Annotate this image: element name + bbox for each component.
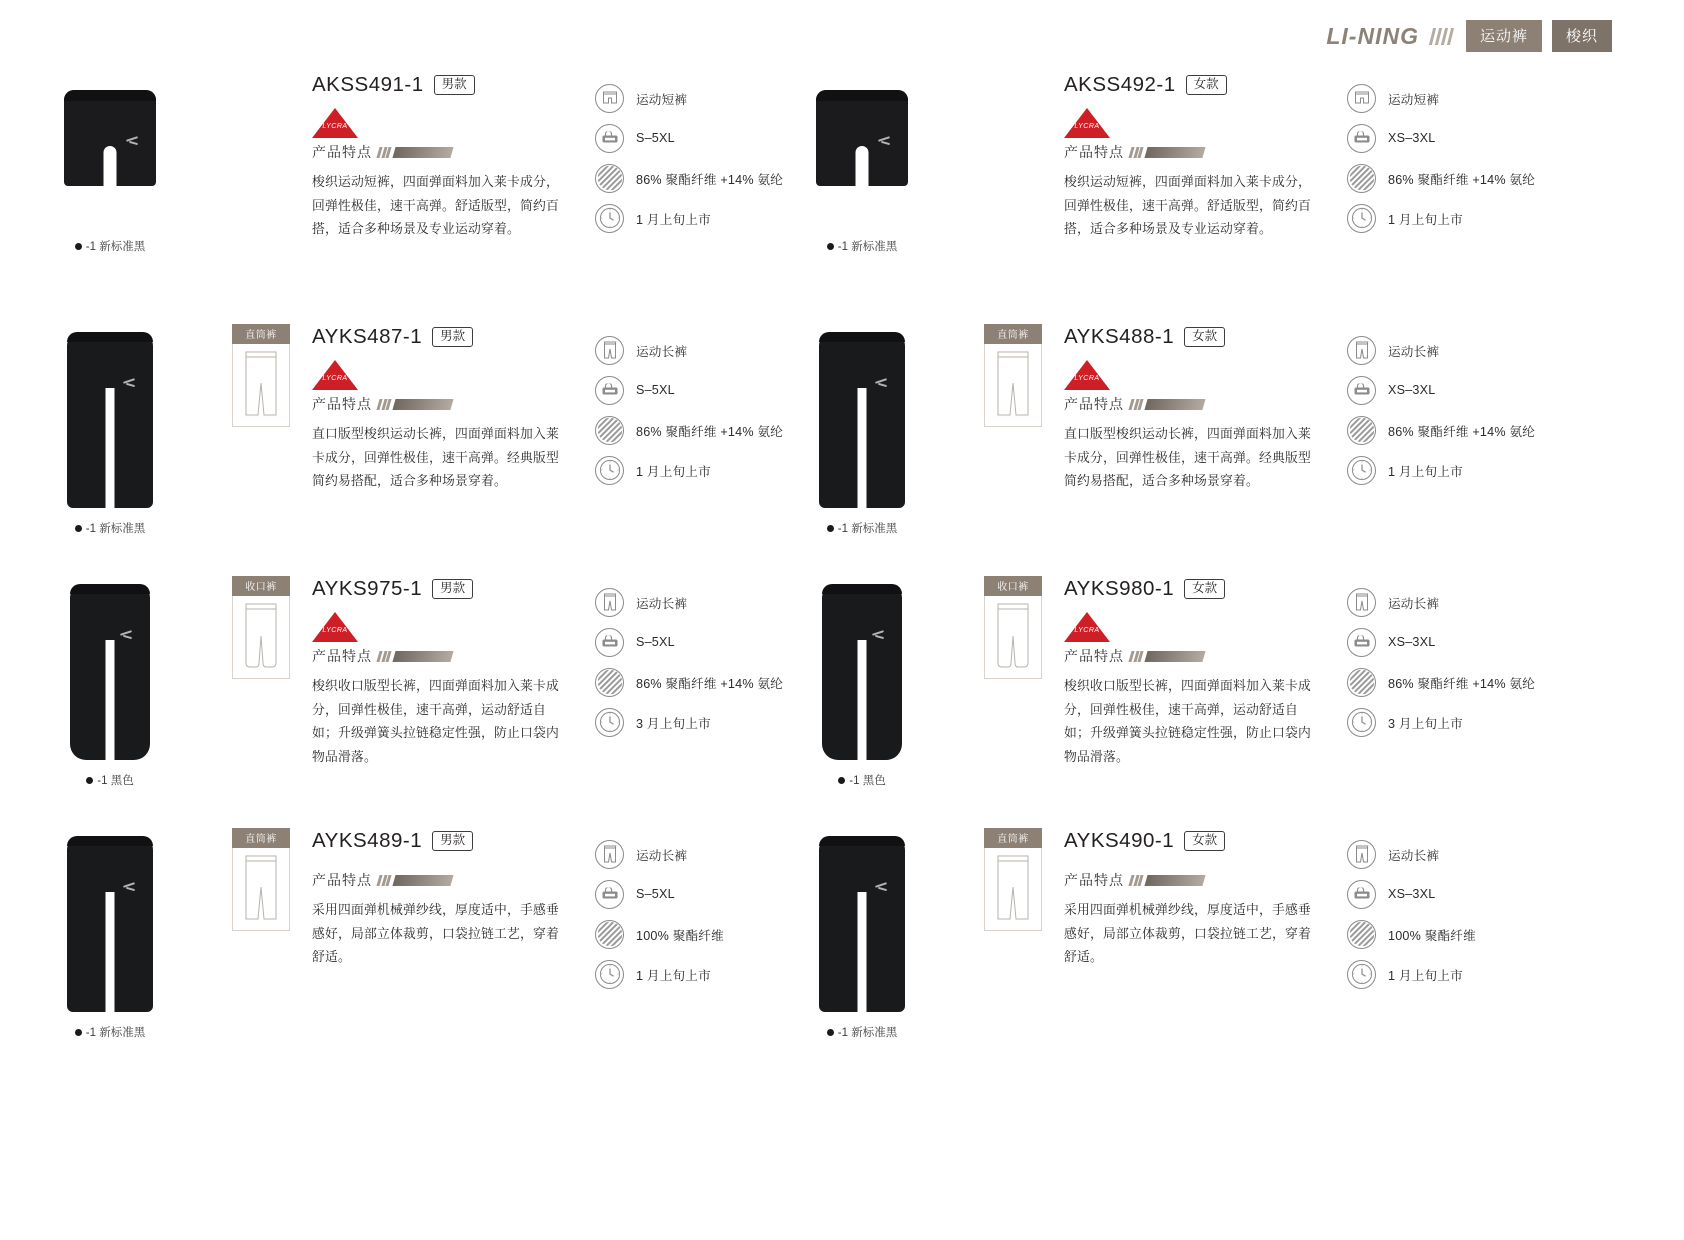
feature-heading bbox=[312, 646, 562, 666]
fit-type-label: 直筒裤 bbox=[984, 324, 1042, 344]
colorway-text: -1 新标准黑 bbox=[837, 523, 898, 535]
feature-title: 产品特点 bbox=[1064, 144, 1124, 160]
clock-icon bbox=[595, 204, 624, 233]
clock-icon bbox=[595, 960, 624, 989]
spec-text: 86% 聚酯纤维 +14% 氨纶 bbox=[636, 676, 784, 691]
garment-pants bbox=[819, 836, 905, 1012]
gender-badge: 女款 bbox=[1184, 579, 1225, 599]
lycra-badge-icon bbox=[1064, 360, 1110, 390]
product-description: 直口版型梭织运动长裤，四面弹面料加入莱卡成分，回弹性极佳，速干高弹。经典版型简约易搭配，适合多种场景穿着。 bbox=[312, 426, 559, 489]
feature-title: 产品特点 bbox=[1064, 396, 1124, 412]
colorway-text: -1 新标准黑 bbox=[85, 523, 146, 535]
product-description: 采用四面弹机械弹纱线，厚度适中，手感垂感好，局部立体裁剪，口袋拉链工艺，穿着舒适。 bbox=[312, 902, 559, 965]
spec-text: 运动短裤 bbox=[1388, 92, 1440, 107]
feature-title: 产品特点 bbox=[1064, 648, 1124, 664]
feature-title: 产品特点 bbox=[312, 872, 372, 888]
product-code: AYKS490-1 bbox=[1064, 829, 1175, 852]
spec-row bbox=[1347, 78, 1557, 118]
feature-heading bbox=[312, 394, 562, 414]
feature-title: 产品特点 bbox=[312, 648, 372, 664]
color-swatch-icon bbox=[75, 1029, 82, 1036]
feature-decoration-icon bbox=[1130, 147, 1204, 158]
product-code: AKSS491-1 bbox=[312, 73, 424, 96]
header-category-tag: 运动裤 bbox=[1466, 20, 1542, 52]
product-code-row bbox=[1064, 72, 1314, 98]
colorway-label bbox=[772, 772, 952, 788]
fit-type-illustration bbox=[232, 344, 290, 427]
product-photo bbox=[772, 324, 952, 514]
product-text-column bbox=[312, 576, 562, 769]
gender-badge: 男款 bbox=[432, 831, 473, 851]
product-photo bbox=[772, 72, 952, 232]
feature-decoration-icon bbox=[1130, 399, 1204, 410]
product-description: 梭织运动短裤，四面弹面料加入莱卡成分，回弹性极佳，速干高弹。舒适版型，简约百搭，适合多种场景及专业运动穿着。 bbox=[1064, 174, 1311, 237]
fabric-icon bbox=[595, 920, 624, 949]
pants-icon bbox=[595, 840, 624, 869]
size-tag-icon bbox=[595, 124, 624, 153]
product-text-column bbox=[312, 72, 562, 241]
size-tag-icon bbox=[1347, 628, 1376, 657]
spec-row bbox=[1347, 914, 1557, 954]
clock-icon bbox=[595, 708, 624, 737]
spec-row bbox=[1347, 954, 1557, 994]
color-swatch-icon bbox=[75, 525, 82, 532]
product-text-column bbox=[1064, 576, 1314, 769]
spec-text: S–5XL bbox=[636, 383, 675, 397]
feature-heading bbox=[1064, 142, 1314, 162]
fabric-icon bbox=[1347, 668, 1376, 697]
product-photo-column bbox=[20, 576, 200, 788]
product-photo-column bbox=[20, 828, 200, 1040]
fit-type-thumbnail bbox=[232, 828, 290, 931]
spec-row bbox=[1347, 198, 1557, 238]
fabric-icon bbox=[595, 668, 624, 697]
spec-row bbox=[1347, 582, 1557, 622]
spec-text: 86% 聚酯纤维 +14% 氨纶 bbox=[636, 424, 784, 439]
spec-row bbox=[1347, 158, 1557, 198]
feature-heading bbox=[312, 870, 562, 890]
spec-text: 1 月上旬上市 bbox=[636, 212, 711, 227]
garment-pants bbox=[67, 836, 153, 1012]
spec-text: 86% 聚酯纤维 +14% 氨纶 bbox=[1388, 424, 1536, 439]
spec-text: XS–3XL bbox=[1388, 635, 1436, 649]
fit-type-label: 收口裤 bbox=[984, 576, 1042, 596]
lycra-badge-icon bbox=[1064, 108, 1110, 138]
size-tag-icon bbox=[1347, 880, 1376, 909]
spec-text: S–5XL bbox=[636, 131, 675, 145]
product-code-row bbox=[312, 324, 562, 350]
color-swatch-icon bbox=[838, 777, 845, 784]
spec-text: 100% 聚酯纤维 bbox=[636, 928, 724, 943]
feature-title: 产品特点 bbox=[312, 144, 372, 160]
pants-icon bbox=[1347, 588, 1376, 617]
size-tag-icon bbox=[1347, 376, 1376, 405]
colorway-text: -1 新标准黑 bbox=[837, 241, 898, 253]
product-card[interactable] bbox=[0, 576, 790, 848]
product-text-column bbox=[1064, 828, 1314, 969]
spec-row bbox=[1347, 622, 1557, 662]
spec-row bbox=[1347, 370, 1557, 410]
gender-badge: 女款 bbox=[1186, 75, 1227, 95]
spec-text: XS–3XL bbox=[1388, 131, 1436, 145]
product-spec-column bbox=[1347, 78, 1557, 238]
product-description: 直口版型梭织运动长裤，四面弹面料加入莱卡成分，回弹性极佳，速干高弹。经典版型简约易搭配，适合多种场景穿着。 bbox=[1064, 426, 1311, 489]
fit-type-label: 直筒裤 bbox=[232, 324, 290, 344]
feature-title: 产品特点 bbox=[1064, 872, 1124, 888]
fabric-icon bbox=[595, 164, 624, 193]
spec-text: 3 月上旬上市 bbox=[1388, 716, 1463, 731]
product-card[interactable] bbox=[0, 72, 790, 344]
lycra-label: LYCRA bbox=[1074, 627, 1100, 634]
pants-icon bbox=[595, 336, 624, 365]
fit-type-thumbnail bbox=[232, 324, 290, 427]
fit-type-thumbnail bbox=[984, 324, 1042, 427]
spec-text: 运动长裤 bbox=[636, 596, 688, 611]
product-code-row bbox=[312, 72, 562, 98]
feature-decoration-icon bbox=[1130, 651, 1204, 662]
product-card[interactable] bbox=[752, 324, 1542, 596]
feature-heading bbox=[1064, 394, 1314, 414]
shorts-icon bbox=[595, 84, 624, 113]
product-card[interactable] bbox=[752, 72, 1542, 344]
feature-decoration-icon bbox=[378, 875, 452, 886]
fit-type-thumbnail bbox=[984, 576, 1042, 679]
size-tag-icon bbox=[595, 376, 624, 405]
product-text-column bbox=[312, 828, 562, 969]
colorway-label bbox=[772, 520, 952, 536]
pants-icon bbox=[1347, 840, 1376, 869]
spec-text: 运动长裤 bbox=[636, 344, 688, 359]
brand-block bbox=[1326, 20, 1612, 52]
colorway-label bbox=[20, 238, 200, 254]
colorway-text: -1 新标准黑 bbox=[85, 241, 146, 253]
page-header bbox=[0, 0, 1684, 62]
colorway-text: -1 黑色 bbox=[849, 775, 886, 787]
product-code-row bbox=[1064, 324, 1314, 350]
product-photo-column bbox=[20, 324, 200, 536]
product-description: 梭织运动短裤，四面弹面料加入莱卡成分，回弹性极佳，速干高弹。舒适版型，简约百搭，适合多种场景及专业运动穿着。 bbox=[312, 174, 559, 237]
colorway-text: -1 新标准黑 bbox=[837, 1027, 898, 1039]
spec-row bbox=[1347, 834, 1557, 874]
product-description: 梭织收口版型长裤，四面弹面料加入莱卡成分，回弹性极佳，速干高弹，运动舒适自如；升级弹簧头拉链稳定性强，防止口袋内物品滑落。 bbox=[312, 678, 559, 765]
fit-type-thumbnail bbox=[232, 576, 290, 679]
size-tag-icon bbox=[595, 880, 624, 909]
product-photo bbox=[772, 828, 952, 1018]
gender-badge: 男款 bbox=[432, 327, 473, 347]
garment-pants bbox=[819, 332, 905, 508]
product-spec-column bbox=[1347, 834, 1557, 994]
garment-pants bbox=[67, 332, 153, 508]
lycra-label: LYCRA bbox=[322, 123, 348, 130]
product-code: AYKS975-1 bbox=[312, 577, 423, 600]
lycra-label: LYCRA bbox=[322, 375, 348, 382]
product-photo bbox=[20, 324, 200, 514]
gender-badge: 女款 bbox=[1184, 831, 1225, 851]
feature-decoration-icon bbox=[378, 399, 452, 410]
gender-badge: 男款 bbox=[434, 75, 475, 95]
spec-text: 1 月上旬上市 bbox=[636, 968, 711, 983]
product-photo bbox=[20, 576, 200, 766]
spec-row bbox=[1347, 118, 1557, 158]
spec-text: 86% 聚酯纤维 +14% 氨纶 bbox=[1388, 172, 1536, 187]
spec-row bbox=[1347, 702, 1557, 742]
garment-shorts bbox=[816, 90, 908, 186]
fit-type-illustration bbox=[232, 596, 290, 679]
shorts-icon bbox=[1347, 84, 1376, 113]
product-photo-column bbox=[772, 324, 952, 536]
feature-heading bbox=[1064, 646, 1314, 666]
spec-text: 运动长裤 bbox=[1388, 344, 1440, 359]
clock-icon bbox=[1347, 708, 1376, 737]
colorway-label bbox=[20, 772, 200, 788]
product-card[interactable] bbox=[752, 828, 1542, 1100]
product-card[interactable] bbox=[0, 828, 790, 1100]
spec-text: 100% 聚酯纤维 bbox=[1388, 928, 1476, 943]
fabric-icon bbox=[595, 416, 624, 445]
feature-decoration-icon bbox=[378, 147, 452, 158]
spec-text: 86% 聚酯纤维 +14% 氨纶 bbox=[1388, 676, 1536, 691]
spec-text: XS–3XL bbox=[1388, 887, 1436, 901]
spec-row bbox=[1347, 874, 1557, 914]
pants-icon bbox=[1347, 336, 1376, 365]
product-text-column bbox=[312, 324, 562, 493]
product-spec-column bbox=[1347, 330, 1557, 490]
product-description: 采用四面弹机械弹纱线，厚度适中，手感垂感好，局部立体裁剪，口袋拉链工艺，穿着舒适。 bbox=[1064, 902, 1311, 965]
fit-type-label: 直筒裤 bbox=[232, 828, 290, 848]
lycra-badge-icon bbox=[312, 612, 358, 642]
gender-badge: 男款 bbox=[432, 579, 473, 599]
size-tag-icon bbox=[595, 628, 624, 657]
header-stripes-icon bbox=[1431, 28, 1452, 45]
colorway-text: -1 黑色 bbox=[97, 775, 134, 787]
spec-text: 1 月上旬上市 bbox=[1388, 968, 1463, 983]
fabric-icon bbox=[1347, 164, 1376, 193]
spec-text: 1 月上旬上市 bbox=[1388, 464, 1463, 479]
lycra-label: LYCRA bbox=[1074, 123, 1100, 130]
spec-row bbox=[1347, 410, 1557, 450]
spec-text: XS–3XL bbox=[1388, 383, 1436, 397]
spec-text: 86% 聚酯纤维 +14% 氨纶 bbox=[636, 172, 784, 187]
lycra-label: LYCRA bbox=[1074, 375, 1100, 382]
product-photo bbox=[20, 828, 200, 1018]
spec-text: S–5XL bbox=[636, 887, 675, 901]
product-photo-column bbox=[772, 576, 952, 788]
colorway-label bbox=[20, 520, 200, 536]
spec-row bbox=[1347, 662, 1557, 702]
fit-type-label: 收口裤 bbox=[232, 576, 290, 596]
feature-decoration-icon bbox=[378, 651, 452, 662]
feature-heading bbox=[1064, 870, 1314, 890]
fit-type-label: 直筒裤 bbox=[984, 828, 1042, 848]
spec-text: 运动长裤 bbox=[1388, 596, 1440, 611]
color-swatch-icon bbox=[827, 1029, 834, 1036]
fit-type-thumbnail bbox=[984, 828, 1042, 931]
product-code: AYKS487-1 bbox=[312, 325, 423, 348]
color-swatch-icon bbox=[75, 243, 82, 250]
product-description: 梭织收口版型长裤，四面弹面料加入莱卡成分，回弹性极佳，速干高弹，运动舒适自如；升级弹簧头拉链稳定性强，防止口袋内物品滑落。 bbox=[1064, 678, 1311, 765]
product-card[interactable] bbox=[752, 576, 1542, 848]
lycra-badge-icon bbox=[312, 108, 358, 138]
clock-icon bbox=[595, 456, 624, 485]
spec-row bbox=[1347, 450, 1557, 490]
product-photo-column bbox=[20, 72, 200, 254]
spec-text: S–5XL bbox=[636, 635, 675, 649]
colorway-label bbox=[20, 1024, 200, 1040]
product-code: AYKS488-1 bbox=[1064, 325, 1175, 348]
product-code: AYKS489-1 bbox=[312, 829, 423, 852]
spec-text: 运动长裤 bbox=[636, 848, 688, 863]
spec-text: 运动短裤 bbox=[636, 92, 688, 107]
header-subcategory-tag: 梭织 bbox=[1552, 20, 1612, 52]
garment-pants bbox=[822, 584, 902, 760]
fit-type-illustration bbox=[984, 596, 1042, 679]
feature-title: 产品特点 bbox=[312, 396, 372, 412]
fit-type-illustration bbox=[984, 848, 1042, 931]
product-text-column bbox=[1064, 72, 1314, 241]
spec-text: 3 月上旬上市 bbox=[636, 716, 711, 731]
spec-text: 运动长裤 bbox=[1388, 848, 1440, 863]
fabric-icon bbox=[1347, 920, 1376, 949]
lycra-badge-icon bbox=[1064, 612, 1110, 642]
clock-icon bbox=[1347, 204, 1376, 233]
clock-icon bbox=[1347, 960, 1376, 989]
feature-heading bbox=[312, 142, 562, 162]
feature-decoration-icon bbox=[1130, 875, 1204, 886]
color-swatch-icon bbox=[86, 777, 93, 784]
clock-icon bbox=[1347, 456, 1376, 485]
colorway-label bbox=[772, 1024, 952, 1040]
spec-text: 1 月上旬上市 bbox=[636, 464, 711, 479]
product-code-row bbox=[1064, 828, 1314, 854]
spec-row bbox=[1347, 330, 1557, 370]
lycra-label: LYCRA bbox=[322, 627, 348, 634]
color-swatch-icon bbox=[827, 243, 834, 250]
product-photo bbox=[772, 576, 952, 766]
color-swatch-icon bbox=[827, 525, 834, 532]
product-photo-column bbox=[772, 828, 952, 1040]
colorway-text: -1 新标准黑 bbox=[85, 1027, 146, 1039]
fit-type-illustration bbox=[232, 848, 290, 931]
lining-logo: LI-NING bbox=[1326, 22, 1419, 49]
gender-badge: 女款 bbox=[1184, 327, 1225, 347]
product-code-row bbox=[312, 828, 562, 854]
garment-pants bbox=[70, 584, 150, 760]
product-photo-column bbox=[772, 72, 952, 254]
pants-icon bbox=[595, 588, 624, 617]
product-card[interactable] bbox=[0, 324, 790, 596]
lycra-badge-icon bbox=[312, 360, 358, 390]
product-code: AKSS492-1 bbox=[1064, 73, 1176, 96]
product-photo bbox=[20, 72, 200, 232]
product-code: AYKS980-1 bbox=[1064, 577, 1175, 600]
garment-shorts bbox=[64, 90, 156, 186]
size-tag-icon bbox=[1347, 124, 1376, 153]
fabric-icon bbox=[1347, 416, 1376, 445]
product-spec-column bbox=[1347, 582, 1557, 742]
fit-type-illustration bbox=[984, 344, 1042, 427]
product-code-row bbox=[1064, 576, 1314, 602]
colorway-label bbox=[772, 238, 952, 254]
spec-text: 1 月上旬上市 bbox=[1388, 212, 1463, 227]
product-text-column bbox=[1064, 324, 1314, 493]
product-code-row bbox=[312, 576, 562, 602]
